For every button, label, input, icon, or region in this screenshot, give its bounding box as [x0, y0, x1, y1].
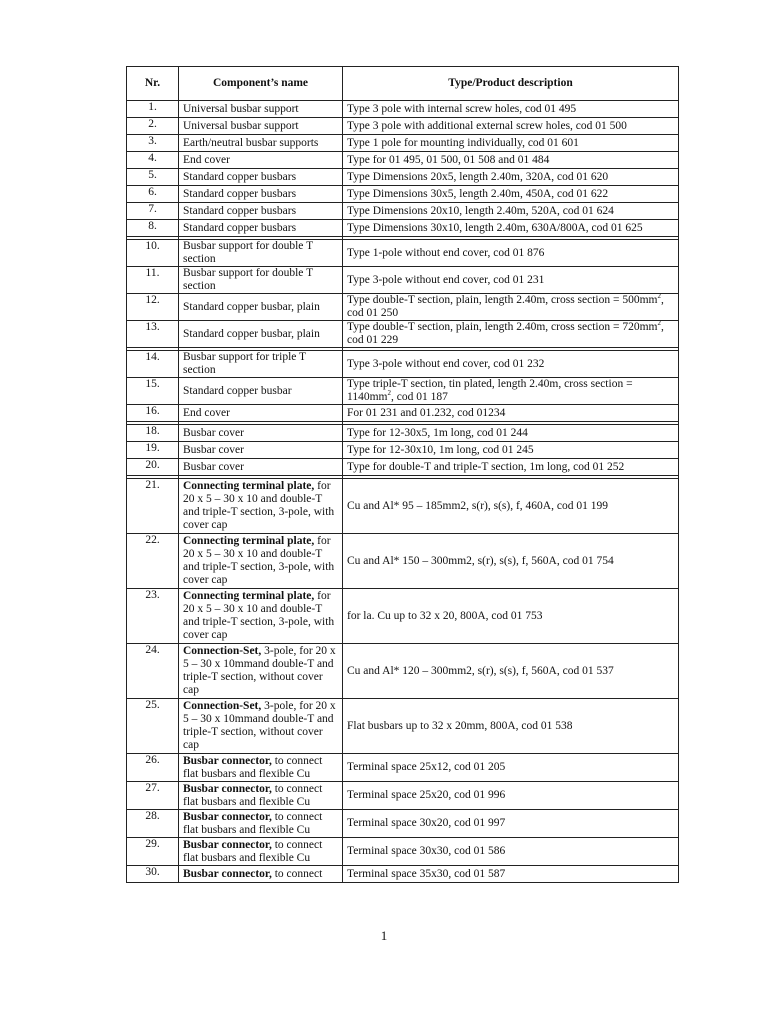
component-name	[179, 866, 343, 883]
table-row	[127, 644, 679, 699]
row-number: 13.	[127, 321, 179, 348]
component-name	[179, 152, 343, 169]
description-text: Type 1-pole without end cover, cod 01 876	[347, 246, 545, 259]
row-number: 1.	[127, 101, 179, 118]
product-description	[343, 118, 679, 135]
component-name	[179, 240, 343, 267]
row-number: 30.	[127, 866, 179, 883]
product-description	[343, 294, 679, 321]
component-name-rest: for 20 x 5 – 30 x 10 and double-T and triple-T section, 3-pole, with cover cap	[183, 535, 335, 586]
description-text: Terminal space 30x30, cod 01 586	[347, 845, 506, 857]
table-row	[127, 838, 679, 866]
component-name-bold: Connection-Set,	[183, 700, 262, 712]
component-name-text: Earth/neutral busbar supports	[183, 136, 319, 149]
row-number: 22.	[127, 534, 179, 589]
component-name-rest: to connect flat busbars and flexible Cu	[183, 810, 323, 836]
component-name	[179, 118, 343, 135]
product-description	[343, 425, 679, 442]
header-component-name: Component’s name	[179, 67, 343, 101]
table-row	[127, 589, 679, 644]
component-name-text: Busbar support for double T section	[183, 240, 313, 265]
description-text: Terminal space 25x20, cod 01 996	[347, 789, 506, 801]
product-description	[343, 589, 679, 644]
product-description	[343, 810, 679, 838]
row-number: 15.	[127, 378, 179, 405]
component-name-text: Standard copper busbars	[183, 187, 297, 200]
component-name	[179, 294, 343, 321]
row-number: 26.	[127, 754, 179, 782]
description-text-after: , cod 01 187	[390, 391, 448, 403]
description-text: Type 3-pole without end cover, cod 01 231	[347, 273, 545, 286]
table-row	[127, 459, 679, 476]
component-name	[179, 425, 343, 442]
description-text-after: , cod 01 229	[347, 321, 664, 346]
product-description	[343, 240, 679, 267]
product-description	[343, 186, 679, 203]
description-text-after: , cod 01 250	[347, 294, 664, 319]
description-text: Flat busbars up to 32 x 20mm, 800A, cod 01 538	[347, 719, 573, 732]
page-number: 1	[380, 928, 388, 943]
row-number: 27.	[127, 782, 179, 810]
product-description	[343, 479, 679, 534]
table-row	[127, 425, 679, 442]
table-row	[127, 351, 679, 378]
row-number: 7.	[127, 203, 179, 220]
product-description	[343, 699, 679, 754]
component-name-rest: to connect	[271, 867, 323, 880]
row-number: 29.	[127, 838, 179, 866]
description-text: Type for 12-30x10, 1m long, cod 01 245	[347, 443, 534, 456]
component-name	[179, 220, 343, 237]
row-number: 5.	[127, 169, 179, 186]
description-text: Type Dimensions 30x10, length 2.40m, 630A/800A, cod 01 625	[347, 221, 643, 234]
component-name-bold: Connecting terminal plate,	[183, 535, 315, 547]
table-row	[127, 203, 679, 220]
table-row	[127, 321, 679, 348]
description-text: for la. Cu up to 32 x 20, 800A, cod 01 753	[347, 609, 543, 622]
description-text: Type 3-pole without end cover, cod 01 232	[347, 357, 545, 370]
row-number: 16.	[127, 405, 179, 422]
component-name-text: Universal busbar support	[183, 119, 299, 132]
table-row	[127, 186, 679, 203]
description-text: Type 3 pole with additional external screw holes, cod 01 500	[347, 119, 627, 132]
row-number: 12.	[127, 294, 179, 321]
description-text: Type double-T section, plain, length 2.40m, cross section = 500mm	[347, 294, 658, 306]
component-name-rest: 3-pole, for 20 x 5 – 30 x 10mmand double-T and triple-T section, without cover cap	[183, 645, 336, 696]
component-name	[179, 267, 343, 294]
table-row	[127, 479, 679, 534]
component-name	[179, 838, 343, 866]
component-name-text: Busbar cover	[183, 460, 244, 473]
product-description	[343, 169, 679, 186]
component-name	[179, 135, 343, 152]
table-row	[127, 267, 679, 294]
component-name-text: Standard copper busbars	[183, 221, 297, 234]
component-name	[179, 405, 343, 422]
component-name-bold: Busbar connector,	[183, 838, 272, 851]
component-name	[179, 169, 343, 186]
table-row	[127, 534, 679, 589]
description-text: Cu and Al* 150 – 300mm2, s(r), s(s), f, 560A, cod 01 754	[347, 554, 614, 567]
row-number: 3.	[127, 135, 179, 152]
component-name-rest: to connect flat busbars and flexible Cu	[183, 838, 323, 864]
component-name-text: Busbar cover	[183, 443, 244, 456]
table-row	[127, 866, 679, 883]
description-text: Cu and Al* 120 – 300mm2, s(r), s(s), f, 560A, cod 01 537	[347, 664, 614, 677]
row-number: 8.	[127, 220, 179, 237]
component-name-text: Standard copper busbar	[183, 384, 292, 397]
component-name-text: Universal busbar support	[183, 102, 299, 115]
table-row	[127, 240, 679, 267]
row-number: 2.	[127, 118, 179, 135]
table-row	[127, 699, 679, 754]
product-description	[343, 321, 679, 348]
row-number: 21.	[127, 479, 179, 534]
row-number: 24.	[127, 644, 179, 699]
component-name-text: Standard copper busbar, plain	[183, 300, 320, 313]
product-description	[343, 459, 679, 476]
component-name-rest: for 20 x 5 – 30 x 10 and double-T and triple-T section, 3-pole, with cover cap	[183, 590, 335, 641]
component-name-rest: for 20 x 5 – 30 x 10 and double-T and triple-T section, 3-pole, with cover cap	[183, 480, 335, 531]
components-table	[126, 66, 679, 883]
component-name-bold: Connecting terminal plate,	[183, 590, 315, 602]
product-description	[343, 351, 679, 378]
component-name-text: Standard copper busbars	[183, 204, 297, 217]
table-row	[127, 294, 679, 321]
component-name	[179, 203, 343, 220]
component-name-rest: to connect flat busbars and flexible Cu	[183, 782, 323, 808]
description-text: Type for double-T and triple-T section, 1m long, cod 01 252	[347, 460, 625, 473]
product-description	[343, 267, 679, 294]
table-row	[127, 810, 679, 838]
component-name	[179, 589, 343, 644]
description-text: Type 1 pole for mounting individually, cod 01 601	[347, 136, 579, 149]
component-name-rest: to connect flat busbars and flexible Cu	[183, 754, 323, 780]
component-name-bold: Busbar connector,	[183, 867, 272, 880]
row-number: 20.	[127, 459, 179, 476]
table-row	[127, 220, 679, 237]
table-row	[127, 101, 679, 118]
description-text: Type Dimensions 30x5, length 2.40m, 450A, cod 01 622	[347, 187, 609, 200]
product-description	[343, 378, 679, 405]
product-description	[343, 838, 679, 866]
component-name-text: Busbar support for triple T section	[183, 351, 306, 376]
row-number: 23.	[127, 589, 179, 644]
description-text: Terminal space 35x30, cod 01 587	[347, 867, 506, 880]
component-name-bold: Busbar connector,	[183, 754, 272, 767]
table-row	[127, 118, 679, 135]
table-row	[127, 169, 679, 186]
product-description	[343, 203, 679, 220]
row-number: 11.	[127, 267, 179, 294]
product-description	[343, 135, 679, 152]
component-name-text: Busbar cover	[183, 426, 244, 439]
component-name	[179, 186, 343, 203]
row-number: 14.	[127, 351, 179, 378]
description-text: Terminal space 30x20, cod 01 997	[347, 817, 506, 829]
component-name-bold: Connection-Set,	[183, 645, 262, 657]
row-number: 6.	[127, 186, 179, 203]
product-description	[343, 866, 679, 883]
description-superscript: 2	[657, 320, 661, 328]
component-name-bold: Busbar connector,	[183, 810, 272, 823]
product-description	[343, 442, 679, 459]
product-description	[343, 152, 679, 169]
header-row	[127, 67, 679, 101]
component-name	[179, 351, 343, 378]
component-name	[179, 459, 343, 476]
table-row	[127, 754, 679, 782]
description-text: Type triple-T section, tin plated, length 2.40m, cross section = 1140mm	[347, 378, 633, 403]
component-name	[179, 699, 343, 754]
table-row	[127, 405, 679, 422]
component-name	[179, 754, 343, 782]
table-row	[127, 152, 679, 169]
component-name-bold: Busbar connector,	[183, 782, 272, 795]
component-name	[179, 442, 343, 459]
product-description	[343, 782, 679, 810]
description-text: Type 3 pole with internal screw holes, cod 01 495	[347, 102, 577, 115]
component-name	[179, 321, 343, 348]
component-name	[179, 378, 343, 405]
description-text: Type Dimensions 20x5, length 2.40m, 320A, cod 01 620	[347, 170, 609, 183]
description-text: Type double-T section, plain, length 2.40m, cross section = 720mm	[347, 321, 658, 333]
table-row	[127, 378, 679, 405]
row-number: 18.	[127, 425, 179, 442]
description-text: Cu and Al* 95 – 185mm2, s(r), s(s), f, 460A, cod 01 199	[347, 499, 608, 512]
row-number: 10.	[127, 240, 179, 267]
product-description	[343, 644, 679, 699]
description-text: Terminal space 25x12, cod 01 205	[347, 761, 506, 773]
description-text: Type for 01 495, 01 500, 01 508 and 01 484	[347, 153, 550, 166]
row-number: 28.	[127, 810, 179, 838]
table-row	[127, 135, 679, 152]
component-name-text: End cover	[183, 406, 230, 419]
component-name-text: Standard copper busbar, plain	[183, 327, 320, 340]
table-row	[127, 442, 679, 459]
component-name	[179, 810, 343, 838]
product-description	[343, 754, 679, 782]
component-name-rest: 3-pole, for 20 x 5 – 30 x 10mmand double-T and triple-T section, without cover cap	[183, 700, 336, 751]
component-name-bold: Connecting terminal plate,	[183, 480, 315, 492]
row-number: 19.	[127, 442, 179, 459]
component-name	[179, 534, 343, 589]
header-nr: Nr.	[127, 67, 179, 101]
component-name-text: End cover	[183, 153, 230, 166]
component-name-text: Standard copper busbars	[183, 170, 297, 183]
product-description	[343, 405, 679, 422]
product-description	[343, 101, 679, 118]
table-row	[127, 782, 679, 810]
description-superscript: 2	[387, 389, 391, 398]
description-text: For 01 231 and 01.232, cod 01234	[347, 406, 506, 419]
row-number: 25.	[127, 699, 179, 754]
description-text: Type Dimensions 20x10, length 2.40m, 520A, cod 01 624	[347, 204, 614, 217]
component-name	[179, 782, 343, 810]
header-description: Type/Product description	[343, 67, 679, 101]
description-superscript: 2	[657, 293, 661, 301]
component-name	[179, 101, 343, 118]
component-name	[179, 479, 343, 534]
description-text: Type for 12-30x5, 1m long, cod 01 244	[347, 426, 528, 439]
component-name-text: Busbar support for double T section	[183, 267, 313, 292]
component-name	[179, 644, 343, 699]
product-description	[343, 220, 679, 237]
row-number: 4.	[127, 152, 179, 169]
product-description	[343, 534, 679, 589]
